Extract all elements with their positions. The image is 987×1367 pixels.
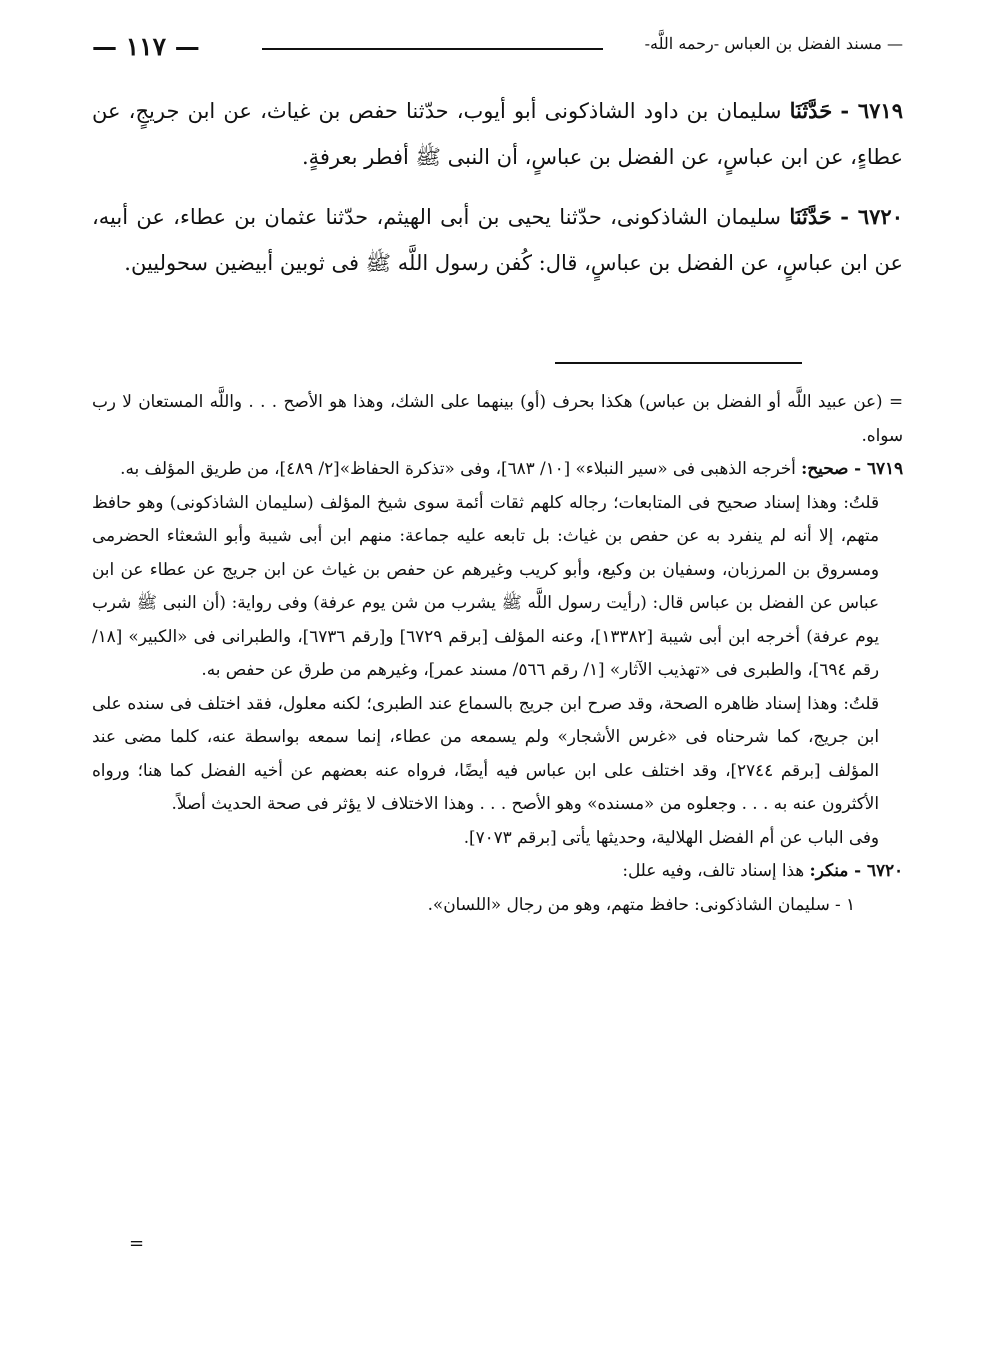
hadith-text: سليمان بن داود الشاذكونى أبو أيوب، حدّثنا حفص بن غياث، عن ابن جريجٍ، عن عطاءٍ، عن ابن عباسٍ، عن الفضل بن عباسٍ، أن النبى ﷺ أفطر بعرفةٍ. — [92, 99, 903, 169]
running-title: — مسند الفضل بن العباس -رحمه اللَّه- — [644, 34, 903, 53]
header-rule — [262, 48, 603, 50]
hadith-number: ٦٧١٩ - — [840, 98, 903, 123]
note-continuation: = (عن عبيد اللَّه أو الفضل بن عباس) هكذا بحرف (أو) بينهما على الشك، وهذا هو الأصح . . . واللَّه المستعان لا رب سواه. — [92, 391, 903, 445]
note-6720 — [92, 854, 903, 888]
note-6719 — [92, 452, 903, 486]
note-text: أخرجه الذهبى فى «سير النبلاء» [١٠/ ٦٨٣]، وفى «تذكرة الحفاظ»[٢/ ٤٨٩]، من طريق المؤلف به. — [120, 458, 796, 478]
note-list-item: ١ - سليمان الشاذكونى: حافظ متهم، وهو من رجال «اللسان». — [427, 893, 855, 914]
continuation-mark: = — [129, 1233, 145, 1254]
note-paragraph: قلتُ: وهذا إسناد ظاهره الصحة، وقد صرح ابن جريج بالسماع عند الطبرى؛ لكنه معلول، فقد اختلف فى سنده على ابن جريج، كما شرحناه فى «غرس الأشجار» ولم يسمعه من عطاء، إنما سمعه بواسطة عنه، كلما مضى عند المؤلف [برقم ٢٧٤٤]، وقد اختلف على ابن عباس فيه أيضًا، فرواه عنه بعضهم عن أخيه الفضل كما هنا؛ ورواه الأكثرون عنه به . . . وجعلوه من «مسنده» وهو الأصح . . . وهذا الاختلاف لا يؤثر فى صحة الحديث أصلاً. — [92, 692, 879, 813]
note-text: هذا إسناد تالف، وفيه علل: — [622, 860, 805, 880]
note-tag: ٦٧٢٠ - منكر: — [809, 860, 903, 880]
hadith-number: ٦٧٢٠ - — [840, 204, 903, 229]
note-paragraph: وفى الباب عن أم الفضل الهلالية، وحديثها يأتى [برقم ٧٠٧٣]. — [463, 826, 879, 847]
hadith-lead: حَدَّثَنَا — [789, 204, 832, 229]
hadith-6719 — [92, 88, 903, 180]
note-paragraph: قلتُ: وهذا إسناد صحيح فى المتابعات؛ رجاله كلهم ثقات أئمة سوى شيخ المؤلف (سليمان الشاذكونى) وهو حافظ متهم، إلا أنه لم ينفرد به عن حفص بن غياث: بل تابعه عليه جماعة: منهم ابن أبى شيبة وأبو الشعثاء الحضرمى ومسروق بن المرزبان، وسفيان بن وكيع، وأبو كريب وغيرهم عن حفص بن غياث عن ابن جريج عن عطاء عن ابن عباس عن الفضل بن عباس قال: (رأيت رسول اللَّه ﷺ يشرب من شن يوم عرفة) وفى رواية: (أن النبى ﷺ شرب يوم عرفة) أخرجه ابن أبى شيبة [١٣٣٨٢]، وعنه المؤلف [برقم ٦٧٢٩] و[رقم ٦٧٣٦]، والطبرانى فى «الكبير» [١٨/ رقم ٦٩٤]، والطبرى فى «تهذيب الآثار» [١/ رقم ٥٦٦/ مسند عمر]، وغيرهم من طرق عن حفص به. — [92, 491, 879, 679]
hadith-6720 — [92, 194, 903, 286]
page-header — [92, 26, 903, 66]
footnote-separator — [555, 362, 802, 364]
note-tag: ٦٧١٩ - صحيح: — [801, 458, 903, 478]
page-number: — ١١٧ — — [92, 32, 200, 61]
hadith-lead: حَدَّثَنَا — [789, 98, 833, 123]
footnotes — [92, 385, 903, 921]
hadith-text: سليمان الشاذكونى، حدّثنا يحيى بن أبى الهيثم، حدّثنا عثمان بن عطاء، عن أبيه، عن ابن عباسٍ، عن الفضل بن عباسٍ، قال: كُفن رسول اللَّه ﷺ فى ثوبين أبيضين سحوليين. — [92, 205, 903, 275]
